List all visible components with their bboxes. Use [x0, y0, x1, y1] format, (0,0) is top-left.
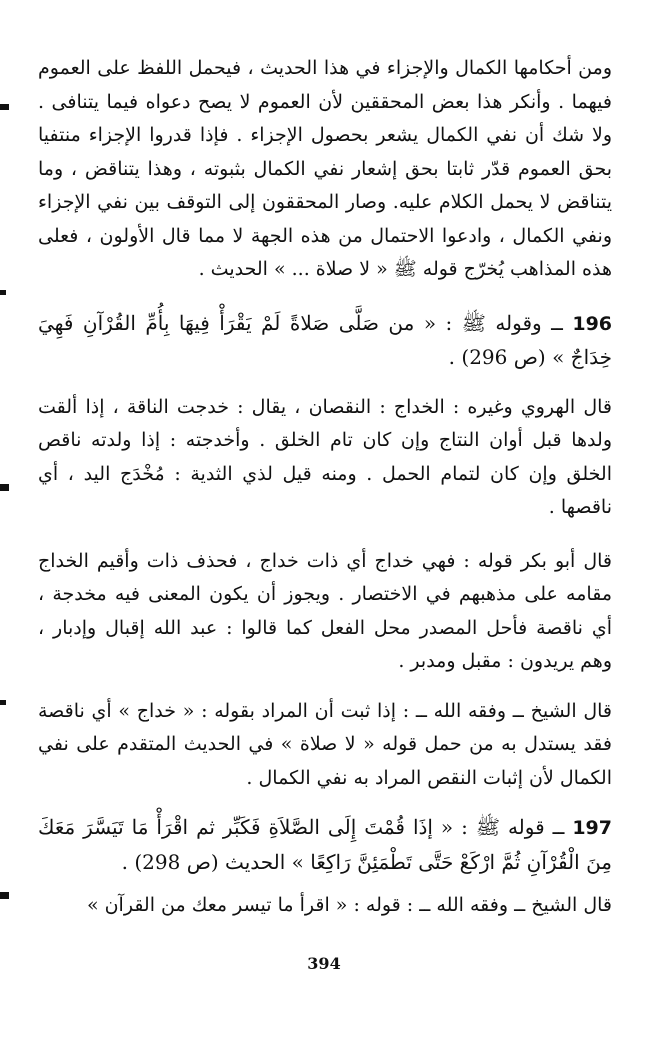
- hadith-197: [38, 811, 612, 879]
- page-body: [38, 52, 612, 923]
- spacer: [38, 879, 612, 889]
- hadith-196: [38, 307, 612, 375]
- spacer: [38, 795, 612, 811]
- spacer: [38, 375, 612, 391]
- hadith-text: ــ قوله ﷺ : « إذَا قُمْتَ إِلَى الصَّلاَةِ فَكَبِّر ثم اقْرَأْ مَا تَيَسَّرَ مَعَكَ مِنَ الْقُرْآنِ ثُمَّ ارْكَعْ حَتَّى تَطْمَئِنَّ رَاكِعًا » الحديث (ص 298) .: [38, 815, 612, 874]
- paragraph-commentary: ومن أحكامها الكمال والإجزاء في هذا الحديث ، فيحمل اللفظ على العموم فيهما . وأنكر هذا بعض المحققين لأن العموم لا يصح دعواه فيما يتنافى . ولا شك أن نفي الكمال يشعر بحصول الإجزاء . فإذا قدروا الإجزاء منتفيا بحق العموم قدّر ثابتا بحق إشعار نفي الكمال بثبوته ، وهذا يتناقض ، وما يتناقض لا يحمل الكلام عليه. وصار المحققون إلى التوقف بين نفي الإجزاء ونفي الكمال ، وادعوا الاحتمال من هذه الجهة لا مما قال الأولون ، فعلى هذه المذاهب يُخرّج قوله ﷺ « لا صلاة ... » الحديث .: [38, 57, 612, 280]
- hadith-text: ــ وقوله ﷺ : « من صَلَّى صَلاةً لَمْ يَقْرَأْ فِيهَا بِأُمِّ القُرْآنِ فَهِيَ خِدَاجٌ » (ص 296) .: [38, 310, 612, 369]
- margin-mark: [0, 700, 6, 705]
- spacer: [38, 287, 612, 307]
- margin-mark: [0, 290, 6, 295]
- hadith-number: 196: [572, 312, 613, 335]
- spacer: [38, 525, 612, 545]
- paragraph-commentary: قال الشيخ ــ وفقه الله ــ : قوله : « اقرأ ما تيسر معك من القرآن »: [86, 894, 612, 916]
- paragraph-commentary: قال الهروي وغيره : الخداج : النقصان ، يقال : خدجت الناقة ، إذا ألقت ولدها قبل أوان النتاج وإن كان تام الخلق . وأخدجته : إذا ولدته ناقص الخلق وإن كان لتمام الحمل . ومنه قيل لذي الثدية : مُخْدَج اليد ، أي ناقصها .: [38, 395, 612, 518]
- margin-mark: [0, 484, 9, 491]
- hadith-number: 197: [572, 817, 612, 839]
- spacer: [38, 679, 612, 695]
- margin-mark: [0, 892, 9, 899]
- margin-mark: [0, 104, 9, 110]
- page-number: 394: [307, 954, 341, 973]
- paragraph-commentary: قال أبو بكر قوله : فهي خداج أي ذات خداج ، فحذف ذات وأقيم الخداج مقامه على مذهبهم في الاختصار . ويجوز أن يكون المعنى فيه مخدجة ، أي ناقصة فأحل المصدر محل الفعل كما قالوا : عبد الله إقبال وإدبار ، وهم يريدون : مقبل ومدبر .: [38, 549, 612, 672]
- paragraph-commentary: قال الشيخ ــ وفقه الله ــ : إذا ثبت أن المراد بقوله : « خداج » أي ناقصة فقد يستدل به من حمل قوله « لا صلاة » في الحديث المتقدم على نفي الكمال لأن إثبات النقص المراد به نفي الكمال .: [38, 699, 612, 789]
